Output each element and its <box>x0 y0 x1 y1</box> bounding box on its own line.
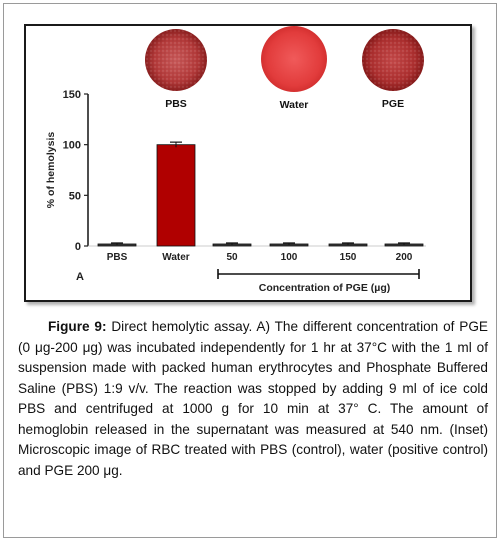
chart-frame <box>24 24 472 302</box>
inset-image-pbs-texture <box>145 29 207 91</box>
figure-label: Figure 9: <box>48 319 107 334</box>
inset-label-water: Water <box>279 99 309 111</box>
y-tick-label-0: 0 <box>74 241 81 253</box>
x-tick-label-200: 200 <box>395 252 413 263</box>
figure-caption <box>18 317 488 481</box>
x-tick-label-water: Water <box>162 252 190 263</box>
inset-image-pge-texture <box>362 29 424 91</box>
panel-label: A <box>76 271 84 283</box>
x-tick-label-100: 100 <box>280 252 298 263</box>
x-tick-label-150: 150 <box>339 252 357 263</box>
inset-label-pbs: PBS <box>165 98 187 110</box>
y-tick-label-150: 150 <box>62 89 81 101</box>
y-axis-label: % of hemolysis <box>45 131 57 209</box>
y-tick-label-50: 50 <box>68 190 81 203</box>
inset-image-water <box>261 26 327 92</box>
y-tick-label-100: 100 <box>62 139 81 152</box>
hemolysis-bar-chart <box>26 26 470 300</box>
figure-panel <box>3 3 497 538</box>
x-tick-label-pbs: PBS <box>106 252 128 263</box>
x-tick-label-50: 50 <box>226 252 238 263</box>
group-label: Concentration of PGE (µg) <box>258 282 391 294</box>
bar-water <box>157 145 195 246</box>
inset-label-pge: PGE <box>381 98 405 110</box>
caption-text: Direct hemolytic assay. A) The different concentration of PGE (0 μg-200 μg) was incubated independently for 1 hr at 37°C with the 1 ml of suspension made with packed human erythrocytes and Phosphate Buffered Saline (PBS) 1:9 v/v. The reaction was stopped by adding 9 ml of ice cold PBS and centrifuged at 1000 g for 10 min at 37° C. The amount of hemoglobin released in the supernatant was measured at 540 nm. (Inset) Microscopic image of RBC treated with PBS (control), water (positive control) and PGE 200 μg. <box>18 319 488 478</box>
